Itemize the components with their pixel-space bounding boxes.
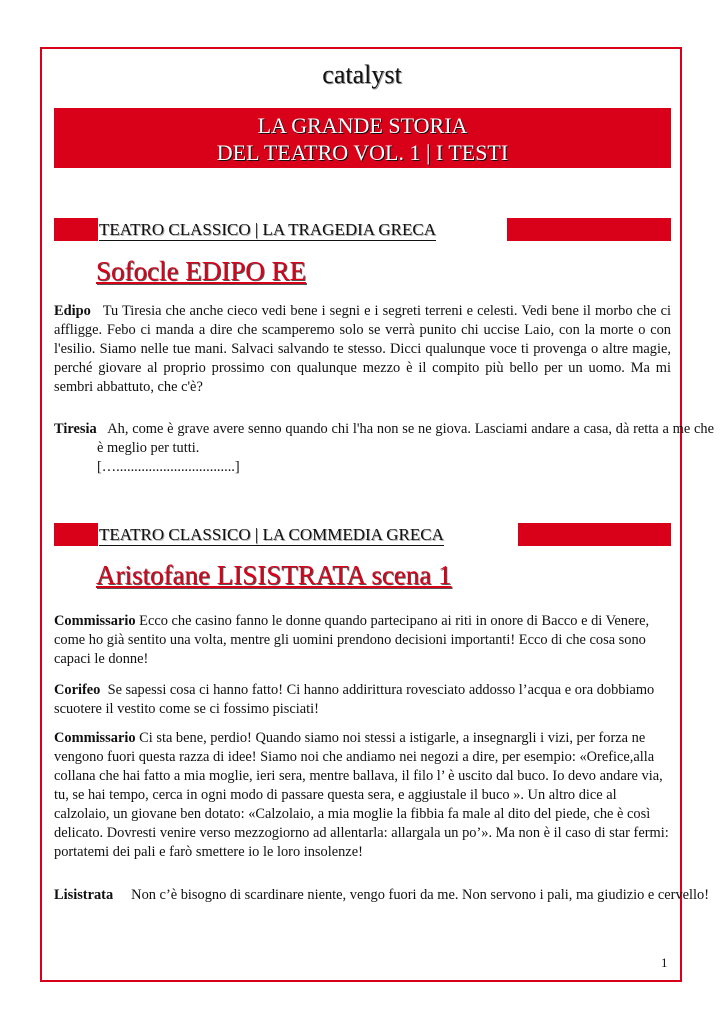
speaker-name: Commissario bbox=[54, 730, 136, 746]
dialogue-text: Ecco che casino fanno le donne quando partecipano ai riti in onore di Bacco e di Venere, come ho già sentito una volta, mentre gli uomini prendono decisioni importanti! Ecco di che cosa sono capaci le donne! bbox=[54, 613, 650, 667]
section-label: TEATRO CLASSICO | LA TRAGEDIA GRECA bbox=[99, 220, 436, 239]
page-number: 1 bbox=[661, 955, 668, 970]
dialogue-lisistrata bbox=[54, 886, 714, 905]
section-bar-right bbox=[518, 523, 671, 546]
section-bar-left bbox=[54, 218, 98, 241]
dialogue-text: Tu Tiresia che anche cieco vedi bene i segni e i segreti terreni e celesti. Vedi bene il morbo che ci affligge. Febo ci manda a dire che scamperemo solo se verrà punito chi uccise Laio, con la morte o con l'esilio. Siamo nelle tue mani. Salvaci salvando te stesso. Dicci qualunque voce ti provenga o altre magie, perché giovare al proprio prossimo con qualunque mezzo è il compito più bello per un uomo. Ma mi sembri abbattuto, che c'è? bbox=[54, 303, 671, 395]
section-bar-left bbox=[54, 523, 98, 546]
speaker-name: Tiresia bbox=[54, 421, 97, 437]
speaker-name: Edipo bbox=[54, 303, 91, 319]
dialogue-corifeo bbox=[54, 681, 671, 719]
speaker-name: Commissario bbox=[54, 613, 136, 629]
dialogue-commissario-2 bbox=[54, 729, 671, 862]
dialogue-commissario-1 bbox=[54, 612, 671, 669]
section-header-tragedia bbox=[54, 218, 671, 241]
section-bar-right bbox=[507, 218, 671, 241]
dialogue-edipo bbox=[54, 302, 671, 397]
dialogue-tiresia bbox=[54, 420, 714, 477]
work-title-lisistrata: Aristofane LISISTRATA scena 1 bbox=[96, 560, 452, 590]
section-header-commedia bbox=[54, 523, 671, 546]
banner-line-2: DEL TEATRO VOL. 1 | I TESTI bbox=[216, 140, 509, 165]
work-title-edipo-re: Sofocle EDIPO RE bbox=[96, 256, 306, 286]
banner-line-1: LA GRANDE STORIA bbox=[257, 113, 468, 138]
volume-banner bbox=[54, 108, 671, 168]
text-ellipsis: [….................................] bbox=[97, 459, 240, 475]
brand-title: catalyst bbox=[322, 60, 402, 89]
section-label: TEATRO CLASSICO | LA COMMEDIA GRECA bbox=[99, 525, 444, 544]
dialogue-text: Non c’è bisogno di scardinare niente, vengo fuori da me. Non servono i pali, ma giudizio e cervello! bbox=[131, 887, 710, 903]
speaker-name: Corifeo bbox=[54, 682, 101, 698]
dialogue-text: Se sapessi cosa ci hanno fatto! Ci hanno addirittura rovesciato addosso l’acqua e ora dobbiamo scuotere il vestito come se ci fossimo pisciati! bbox=[54, 682, 655, 717]
speaker-name: Lisistrata bbox=[54, 887, 114, 903]
dialogue-text: Ci sta bene, perdio! Quando siamo noi stessi a istigarle, a insegnargli i vizi, per forza ne vengono fuori questa razza di idee! Siamo noi che andiamo nei negozi a dire, per esempio: «Orefice,alla collana che hai fatto a mia moglie, ieri sera, mentre ballava, il filo l’ è uscito dal buco. Io devo andare via, tu, se hai tempo, cerca in ogni modo di passare questa sera, e aggiustale il buco ». Un altro dice al calzolaio, un giovane ben dotato: «Calzolaio, a mia moglie la fibbia fa male al dito del piede, che è così delicato. Dovresti venire verso mezzogiorno ad allentarla: allargala un po’». Ma non è il caso di star fermi: portatemi dei pali e farò smettere io le loro insolenze! bbox=[54, 730, 669, 860]
dialogue-text: Ah, come è grave avere senno quando chi l'ha non se ne giova. Lasciami andare a casa, dà retta a me che è meglio per tutti. bbox=[97, 421, 714, 456]
